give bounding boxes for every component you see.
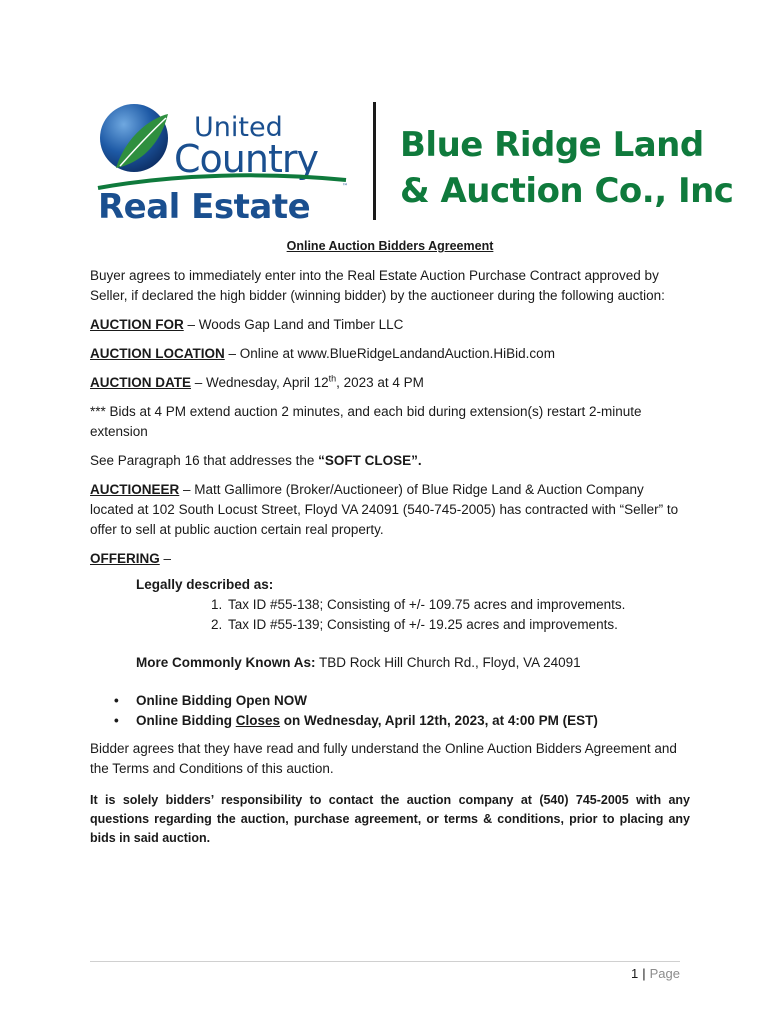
responsibility-statement: It is solely bidders’ responsibility to contact the auction company at (540) 745-2005 with any questions regarding the auction, purchase agreement, or terms & conditions, prior to placing any bids in said auction. <box>90 793 690 845</box>
auctioneer <box>90 480 690 540</box>
auction-for <box>90 315 690 335</box>
page-footer <box>631 966 680 981</box>
auction-for-value: – Woods Gap Land and Timber LLC <box>183 317 404 332</box>
offering <box>90 549 690 569</box>
auctioneer-label: AUCTIONEER <box>90 482 180 497</box>
auction-date-before: – Wednesday, April 12 <box>191 375 329 390</box>
company-name-line2: & Auction Co., Inc <box>400 171 734 211</box>
page-number: 1 <box>631 966 639 981</box>
bullet-bidding-open <box>114 691 690 711</box>
bullet-dot-icon: • <box>114 693 119 708</box>
offering-label: OFFERING <box>90 551 160 566</box>
footer-divider <box>90 961 680 962</box>
auction-date-label: AUCTION DATE <box>90 375 191 390</box>
letterhead-divider <box>373 102 376 220</box>
closes-after: on Wednesday, April 12th, 2023, at 4:00 PM (EST) <box>280 713 598 728</box>
auction-date-after: , 2023 at 4 PM <box>336 375 424 390</box>
auctioneer-value: – Matt Gallimore (Broker/Auctioneer) of Blue Ridge Land & Auction Company located at 102 South Locust Street, Floyd VA 24091 (540-745-2005) has contracted with “Seller” to offer to sell at public auction certain real property. <box>90 482 679 537</box>
document-title: Online Auction Bidders Agreement <box>286 239 494 253</box>
auction-date <box>90 373 690 393</box>
legal-item-2: 2. Tax ID #55-139; Consisting of +/- 19.25 acres and improvements. <box>226 615 690 635</box>
letterhead <box>96 96 734 226</box>
company-name-line1: Blue Ridge Land <box>400 125 704 165</box>
logo-united: United <box>194 112 283 143</box>
closes-before: Online Bidding <box>136 713 236 728</box>
auction-location-value: – Online at www.BlueRidgeLandandAuction.HiBid.com <box>224 346 555 361</box>
closes-underlined: Closes <box>235 713 281 728</box>
footer-separator: | <box>642 966 646 981</box>
agreement-body <box>90 236 690 857</box>
bullet-dot-icon: • <box>114 713 119 728</box>
intro-paragraph: Buyer agrees to immediately enter into the Real Estate Auction Purchase Contract approved by Seller, if declared the high bidder (winning bidder) by the auctioneer during the following auction: <box>90 268 665 303</box>
legal-list <box>90 595 690 635</box>
auction-date-sup: th <box>328 373 337 384</box>
known-as-value: TBD Rock Hill Church Rd., Floyd, VA 24091 <box>315 655 581 670</box>
known-as <box>136 653 690 673</box>
logo-real-estate: Real Estate <box>98 187 311 226</box>
soft-close-bold: “SOFT CLOSE”. <box>318 453 422 468</box>
footer-page-word: Page <box>649 966 680 981</box>
auction-for-label: AUCTION FOR <box>90 317 184 332</box>
known-as-label: More Commonly Known As: <box>136 655 316 670</box>
extension-note: *** Bids at 4 PM extend auction 2 minutes, and each bid during extension(s) restart 2-minute extension <box>90 404 642 439</box>
offering-value: – <box>159 551 172 566</box>
company-name <box>400 122 733 214</box>
logo-country: Country <box>174 137 318 181</box>
agreement-statement: Bidder agrees that they have read and fully understand the Online Auction Bidders Agreement and the Terms and Conditions of this auction. <box>90 741 677 776</box>
legal-heading: Legally described as: <box>136 577 274 592</box>
bidding-open-text: Online Bidding Open NOW <box>136 693 307 708</box>
auction-location-label: AUCTION LOCATION <box>90 346 225 361</box>
legal-item-1: 1. Tax ID #55-138; Consisting of +/- 109.75 acres and improvements. <box>226 595 690 615</box>
bidding-bullets <box>90 691 690 731</box>
soft-close-before: See Paragraph 16 that addresses the <box>90 453 319 468</box>
bullet-bidding-closes <box>114 711 690 731</box>
soft-close-note <box>90 451 690 471</box>
auction-location <box>90 344 690 364</box>
united-country-logo <box>96 96 366 226</box>
logo-trademark: ™ <box>342 183 348 190</box>
